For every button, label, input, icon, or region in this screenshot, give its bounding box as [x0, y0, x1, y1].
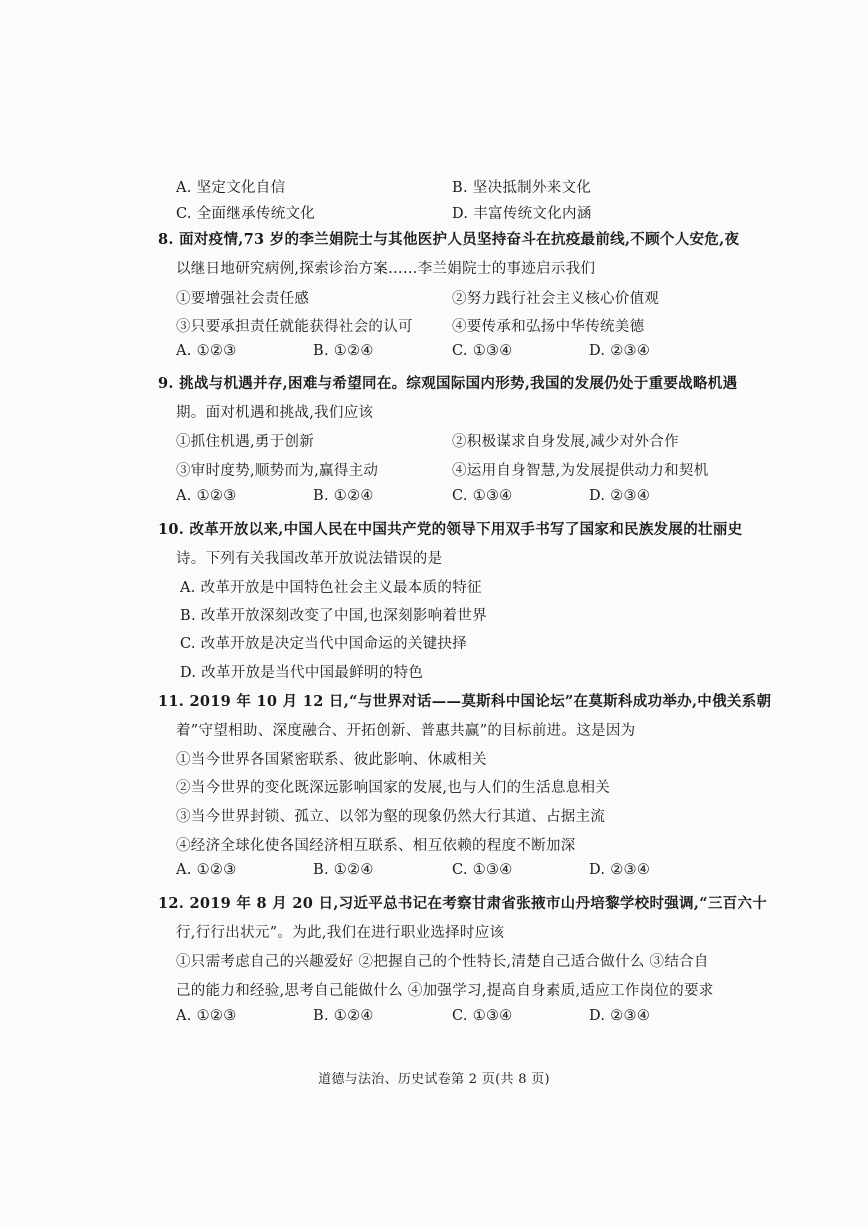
q12-stem-line2: 行,行行出状元”。为此,我们在进行职业选择时应该 [176, 925, 505, 941]
q10-option-b: B. 改革开放深刻改变了中国,也深刻影响着世界 [180, 608, 487, 624]
q8-item-2: ②努力践行社会主义核心价值观 [452, 291, 660, 307]
q7-option-c: C. 全面继承传统文化 [176, 206, 316, 222]
q11-item-1: ①当今世界各国紧密联系、彼此影响、休戚相关 [176, 752, 487, 768]
q8-option-d: D. ②③④ [589, 343, 651, 359]
q11-stem-line1: 11. 2019 年 10 月 12 日,“与世界对话——莫斯科中国论坛”在莫斯科成功举办,中俄关系朝 [158, 693, 772, 710]
q10-option-c: C. 改革开放是决定当代中国命运的关键抉择 [180, 636, 468, 652]
q11-item-4: ④经济全球化使各国经济相互联系、相互依赖的程度不断加深 [176, 838, 576, 854]
q9-item-1: ①抓住机遇,勇于创新 [176, 434, 315, 450]
q12-option-c: C. ①③④ [452, 1008, 513, 1024]
q8-item-1: ①要增强社会责任感 [176, 291, 310, 307]
q11-item-3: ③当今世界封锁、孤立、以邻为壑的现象仍然大行其道、占据主流 [176, 809, 606, 825]
q8-stem-line1: 8. 面对疫情,73 岁的李兰娟院士与其他医护人员坚持奋斗在抗疫最前线,不顾个人安危,夜 [158, 231, 740, 248]
q9-item-3: ③审时度势,顺势而为,赢得主动 [176, 463, 379, 479]
q9-option-c: C. ①③④ [452, 488, 513, 504]
q11-option-d: D. ②③④ [589, 862, 651, 878]
q11-option-b: B. ①②④ [313, 862, 374, 878]
q8-stem-line2: 以继日地研究病例,探索诊治方案……李兰娟院士的事迹启示我们 [176, 261, 596, 277]
q10-option-a: A. 改革开放是中国特色社会主义最本质的特征 [180, 580, 482, 596]
page-footer: 道德与法治、历史试卷第 2 页(共 8 页) [318, 1072, 550, 1087]
q11-item-2: ②当今世界的变化既深远影响国家的发展,也与人们的生活息息相关 [176, 780, 611, 796]
q10-stem-line1: 10. 改革开放以来,中国人民在中国共产党的领导下用双手书写了国家和民族发展的壮丽史 [158, 521, 743, 538]
q8-item-4: ④要传承和弘扬中华传统美德 [452, 319, 645, 335]
q8-option-b: B. ①②④ [313, 343, 374, 359]
q12-option-b: B. ①②④ [313, 1008, 374, 1024]
q8-option-a: A. ①②③ [176, 343, 237, 359]
q11-option-a: A. ①②③ [176, 862, 237, 878]
q9-option-a: A. ①②③ [176, 488, 237, 504]
q9-item-4: ④运用自身智慧,为发展提供动力和契机 [452, 463, 709, 479]
q12-option-d: D. ②③④ [589, 1008, 651, 1024]
q9-stem-line1: 9. 挑战与机遇并存,困难与希望同在。综观国际国内形势,我国的发展仍处于重要战略机遇 [158, 375, 738, 392]
q9-item-2: ②积极谋求自身发展,减少对外合作 [452, 434, 679, 450]
q7-option-d: D. 丰富传统文化内涵 [452, 206, 592, 222]
q12-items-line1: ①只需考虑自己的兴趣爱好 ②把握自己的个性特长,清楚自己适合做什么 ③结合自 [176, 954, 709, 970]
q10-stem-line2: 诗。下列有关我国改革开放说法错误的是 [176, 551, 443, 567]
q8-option-c: C. ①③④ [452, 343, 513, 359]
q9-option-b: B. ①②④ [313, 488, 374, 504]
q12-stem-line1: 12. 2019 年 8 月 20 日,习近平总书记在考察甘肃省张掖市山丹培黎学校时强调,“三百六十 [158, 895, 768, 912]
q12-items-line2: 己的能力和经验,思考自己能做什么 ④加强学习,提高自身素质,适应工作岗位的要求 [176, 983, 714, 999]
q10-option-d: D. 改革开放是当代中国最鲜明的特色 [180, 665, 424, 681]
q11-option-c: C. ①③④ [452, 862, 513, 878]
q8-item-3: ③只要承担责任就能获得社会的认可 [176, 319, 413, 335]
q11-stem-line2: 着”守望相助、深度融合、开拓创新、普惠共赢”的目标前进。这是因为 [176, 723, 636, 739]
q7-option-b: B. 坚决抵制外来文化 [452, 180, 592, 196]
q9-stem-line2: 期。面对机遇和挑战,我们应该 [176, 405, 374, 421]
q7-option-a: A. 坚定文化自信 [176, 180, 286, 196]
q9-option-d: D. ②③④ [589, 488, 651, 504]
q12-option-a: A. ①②③ [176, 1008, 237, 1024]
